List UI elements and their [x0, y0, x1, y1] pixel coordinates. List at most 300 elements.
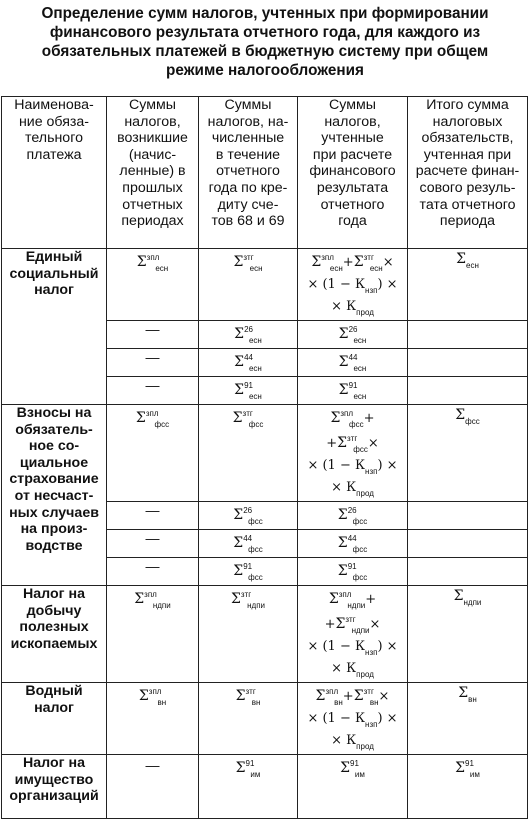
sigma-symbol: Σ [311, 254, 322, 270]
payment-name-line: Налог на [23, 755, 85, 771]
header-payment-name [2, 97, 107, 249]
formula-term [454, 589, 482, 610]
formula-line [300, 588, 405, 613]
formula-subscript: нзп [365, 720, 378, 729]
formula-cell-c2 [199, 502, 298, 530]
header-line: (начис- [128, 146, 177, 163]
header-line: прошлых [122, 179, 183, 196]
formula-cell-c3 [298, 586, 408, 683]
formula-superscript: зтг [345, 615, 356, 624]
formula-text: × (1 − К [307, 711, 366, 726]
formula-cell-c2 [199, 558, 298, 586]
sigma-symbol: Σ [233, 535, 244, 551]
formula-superscript: зпл [325, 687, 339, 696]
formula-line [300, 638, 405, 660]
header-line: при расчете [312, 146, 393, 163]
formula-term [233, 532, 262, 557]
sigma-symbol: Σ [337, 535, 348, 551]
sigma-symbol: Σ [138, 688, 149, 704]
formula-text: × (1 − К [307, 458, 366, 473]
formula-line [300, 298, 405, 320]
formula-subscript: фсс [248, 573, 263, 582]
formula-line [300, 276, 405, 298]
dash-mark: — [145, 377, 160, 393]
formula-cell-c2 [199, 683, 298, 755]
header-line: учтенные [321, 130, 384, 147]
formula-superscript: зпл [340, 409, 354, 418]
formula-term [356, 300, 374, 320]
formula-text: ) × [377, 639, 398, 654]
table-row [2, 755, 528, 819]
formula-superscript: 26 [244, 325, 253, 334]
header-line: отчетного [216, 163, 280, 180]
formula-term [356, 734, 374, 754]
formula-cell-c4 [408, 755, 528, 819]
formula-superscript: 91 [347, 562, 357, 571]
formula-subscript: вн [468, 695, 477, 704]
header-line: налогов, на- [207, 113, 289, 130]
formula-text: × К [331, 661, 357, 676]
header-line: результата [316, 179, 389, 196]
dash-cell [107, 377, 199, 405]
formula-subscript: ндпи [247, 601, 266, 610]
payment-name-line: добычу [26, 602, 82, 619]
formula-subscript: есн [248, 336, 262, 345]
formula-term [365, 712, 377, 732]
header-line: тов 68 и 69 [211, 213, 285, 230]
sigma-symbol: Σ [330, 410, 341, 426]
formula-cell-c4 [408, 586, 528, 683]
header-line: возникшие [117, 130, 188, 147]
header-line: расчете финан- [415, 163, 520, 180]
formula-cell-c1 [107, 249, 199, 321]
formula-line [300, 710, 405, 732]
formula-term [343, 256, 354, 270]
formula-term [365, 278, 377, 298]
formula-term [139, 685, 166, 710]
sigma-symbol: Σ [458, 685, 469, 701]
formula-term [377, 640, 397, 654]
formula-superscript: зпл [146, 253, 160, 262]
formula-term [339, 379, 367, 404]
formula-text: + [326, 436, 338, 451]
header-line: ленные) в [119, 163, 186, 180]
formula-line [300, 407, 405, 432]
formula-cell-c3 [298, 349, 408, 377]
formula-term [338, 504, 367, 529]
formula-superscript: 91 [348, 381, 358, 390]
dash-mark: — [145, 321, 160, 337]
sigma-symbol: Σ [455, 760, 466, 776]
formula-superscript: зпл [145, 409, 159, 418]
formula-term [231, 588, 265, 613]
sigma-symbol: Σ [135, 410, 146, 426]
empty-cell [408, 349, 528, 377]
formula-term [356, 662, 374, 682]
payment-name-line: ное со- [28, 438, 80, 455]
formula-cell-c4 [408, 683, 528, 755]
table-title [0, 0, 530, 96]
formula-subscript: фсс [349, 420, 364, 429]
header-line: налогов, [124, 113, 181, 130]
formula-term [307, 712, 365, 726]
formula-subscript: фсс [248, 420, 264, 429]
formula-line [300, 457, 405, 479]
formula-term [233, 251, 262, 276]
sigma-symbol: Σ [338, 326, 349, 342]
formula-superscript: зпл [144, 590, 157, 599]
payment-name-line: имущество [14, 771, 94, 788]
formula-subscript: нзп [365, 467, 378, 476]
sigma-symbol: Σ [328, 591, 339, 607]
dash-cell [107, 558, 199, 586]
formula-term [456, 252, 479, 273]
formula-term [331, 734, 356, 748]
formula-term [329, 588, 365, 613]
header-accrued-68-69 [199, 97, 298, 249]
formula-text: × (1 − К [307, 639, 366, 654]
formula-term [307, 278, 365, 292]
header-line: налоговых [432, 113, 503, 130]
sigma-symbol: Σ [353, 688, 364, 704]
dash-mark: — [145, 757, 160, 773]
header-line: ние обяза- [18, 113, 90, 130]
header-financial-result [298, 97, 408, 249]
formula-superscript: 91 [243, 562, 253, 571]
header-line: периодах [121, 213, 184, 230]
formula-cell-c2 [199, 530, 298, 558]
formula-term [233, 560, 262, 585]
header-line: периода [439, 213, 496, 230]
payment-name-line: страхование [9, 471, 99, 488]
formula-term [343, 690, 354, 704]
table-row [2, 683, 528, 755]
formula-cell-c2 [199, 755, 298, 819]
sigma-symbol: Σ [235, 688, 246, 704]
header-line: Наименова- [14, 97, 94, 113]
formula-subscript: им [469, 770, 480, 779]
formula-term [307, 459, 365, 473]
payment-name-line: обязатель- [15, 421, 93, 438]
formula-subscript: есн [248, 392, 262, 401]
sigma-symbol: Σ [234, 354, 245, 370]
formula-superscript: 91 [465, 759, 474, 768]
formula-line [300, 432, 405, 457]
header-line: численные [211, 130, 285, 147]
header-line: в течение [215, 146, 281, 163]
empty-cell [408, 502, 528, 530]
formula-cell-c1 [107, 405, 199, 502]
formula-cell-c3 [298, 405, 408, 502]
sigma-symbol: Σ [337, 507, 348, 523]
formula-superscript: зпл [148, 687, 162, 696]
payment-name-line: ископаемых [10, 635, 98, 652]
formula-text: × К [331, 480, 357, 495]
formula-term [134, 588, 170, 613]
formula-term [339, 323, 367, 348]
formula-subscript: вн [251, 698, 261, 707]
formula-term [335, 613, 369, 638]
formula-text: + [342, 255, 354, 270]
formula-cell-c3 [298, 530, 408, 558]
formula-subscript: фсс [353, 445, 368, 454]
formula-term [365, 640, 377, 660]
formula-cell-c2 [199, 377, 298, 405]
formula-cell-c4 [408, 249, 528, 321]
formula-term [316, 685, 343, 710]
header-line: сового резуль- [419, 179, 516, 196]
formula-subscript: есн [353, 364, 367, 373]
formula-term [331, 662, 356, 676]
formula-line [300, 479, 405, 501]
payment-name-line: водстве [25, 537, 83, 554]
formula-line [300, 757, 405, 782]
title-line: Определение сумм налогов, учтенных при формировании [41, 5, 489, 22]
payment-name-line: Налог на [23, 586, 85, 602]
formula-cell-c3 [298, 377, 408, 405]
sigma-symbol: Σ [232, 410, 243, 426]
formula-text: ) × [377, 458, 398, 473]
formula-text: × [367, 436, 379, 451]
formula-text: × К [331, 299, 357, 314]
sigma-symbol: Σ [453, 588, 464, 604]
formula-cell-c1 [107, 755, 199, 819]
formula-cell-c1 [107, 683, 199, 755]
formula-subscript: им [250, 770, 261, 779]
formula-term [455, 408, 480, 429]
payment-name-cell [2, 683, 107, 755]
formula-term [458, 686, 477, 707]
dash-mark: — [145, 502, 160, 518]
sigma-symbol: Σ [136, 254, 147, 270]
formula-subscript: ндпи [351, 626, 370, 635]
formula-term [234, 351, 262, 376]
formula-subscript: фсс [248, 517, 263, 526]
sigma-symbol: Σ [335, 616, 346, 632]
formula-subscript: есн [248, 364, 262, 373]
formula-superscript: 91 [244, 381, 253, 390]
formula-cell-c2 [199, 249, 298, 321]
title-line: режиме налогообложения [166, 62, 364, 79]
formula-term [325, 618, 336, 632]
formula-text: + [363, 411, 375, 426]
formula-subscript: есн [369, 264, 383, 273]
header-prior-periods [107, 97, 199, 249]
formula-text: × [382, 255, 394, 270]
formula-cell-c3 [298, 558, 408, 586]
formula-superscript: зтг [240, 590, 252, 599]
formula-line [300, 251, 405, 276]
formula-superscript: 44 [347, 534, 357, 543]
formula-term [326, 437, 337, 451]
formula-line [300, 732, 405, 754]
title-line: обязательных платежей в бюджетную систему при общем [41, 43, 489, 60]
sigma-symbol: Σ [234, 382, 245, 398]
formula-term [370, 618, 381, 632]
formula-term [236, 757, 261, 782]
formula-text: × [378, 689, 390, 704]
formula-term [377, 459, 397, 473]
header-line: Суммы [329, 97, 376, 113]
sigma-symbol: Σ [340, 760, 351, 776]
formula-cell-c3 [298, 755, 408, 819]
formula-superscript: зтг [363, 253, 374, 262]
sigma-symbol: Σ [337, 563, 348, 579]
formula-subscript: есн [155, 264, 169, 273]
formula-subscript: есн [353, 336, 367, 345]
sigma-symbol: Σ [233, 563, 244, 579]
payment-name-cell [2, 586, 107, 683]
payment-name-line: налог [34, 699, 74, 716]
dash-cell [107, 502, 199, 530]
formula-superscript: зтг [243, 253, 254, 262]
formula-subscript: вн [369, 698, 379, 707]
formula-term [368, 437, 379, 451]
formula-term [338, 560, 367, 585]
formula-subscript: ндпи [347, 601, 366, 610]
formula-superscript: 44 [348, 353, 358, 362]
formula-term [307, 640, 365, 654]
formula-term [338, 532, 367, 557]
formula-subscript: им [354, 770, 365, 779]
formula-subscript: есн [466, 261, 479, 270]
formula-term [339, 351, 367, 376]
formula-superscript: зпл [321, 253, 334, 262]
sigma-symbol: Σ [230, 591, 241, 607]
formula-text: + [324, 617, 336, 632]
formula-subscript: фсс [154, 420, 170, 429]
dash-cell [107, 349, 199, 377]
empty-cell [408, 321, 528, 349]
formula-cell-c2 [199, 349, 298, 377]
header-line: обязательств, [421, 130, 514, 147]
header-total-obligations [408, 97, 528, 249]
table-body [2, 249, 528, 819]
formula-subscript: нзп [365, 648, 378, 657]
formula-term [331, 481, 356, 495]
formula-cell-c2 [199, 586, 298, 683]
empty-cell [408, 530, 528, 558]
formula-subscript: прод [356, 742, 374, 751]
formula-superscript: зтг [245, 687, 256, 696]
formula-subscript: ндпи [463, 598, 482, 607]
formula-term [354, 685, 379, 710]
sigma-symbol: Σ [315, 688, 326, 704]
payment-name-cell [2, 249, 107, 405]
formula-cell-c3 [298, 683, 408, 755]
sigma-symbol: Σ [456, 251, 467, 267]
formula-term [356, 481, 374, 501]
tax-table [1, 96, 528, 819]
formula-superscript: 26 [243, 506, 253, 515]
header-line: диту сче- [217, 196, 279, 213]
table-row [2, 405, 528, 502]
formula-subscript: ндпи [152, 601, 171, 610]
header-line: тельного [25, 130, 83, 147]
formula-text: × (1 − К [307, 277, 366, 292]
formula-superscript: 26 [347, 506, 357, 515]
formula-subscript: прод [356, 489, 374, 498]
formula-subscript: фсс [248, 545, 263, 554]
formula-term [234, 379, 262, 404]
formula-line [300, 613, 405, 638]
formula-superscript: 44 [243, 534, 253, 543]
formula-term [233, 504, 262, 529]
formula-term [379, 690, 390, 704]
header-line: Итого сумма [426, 97, 509, 113]
payment-name-line: на произ- [20, 521, 88, 538]
formula-term [354, 251, 383, 276]
formula-superscript: 26 [348, 325, 358, 334]
formula-subscript: фсс [465, 417, 480, 426]
formula-superscript: зпл [338, 590, 352, 599]
formula-text: ) × [377, 277, 398, 292]
sigma-symbol: Σ [338, 382, 349, 398]
formula-text: ) × [377, 711, 398, 726]
formula-term [311, 251, 342, 276]
header-line: года по кре- [208, 179, 288, 196]
header-line: года [338, 213, 367, 230]
formula-term [136, 407, 169, 432]
header-line: учтенная при [423, 146, 512, 163]
formula-superscript: зтг [363, 687, 374, 696]
header-line: финансового [309, 163, 396, 180]
dash-cell [107, 530, 199, 558]
formula-term [365, 459, 377, 479]
payment-name-line: организаций [9, 788, 99, 805]
formula-term [340, 757, 365, 782]
header-row [2, 97, 528, 249]
formula-subscript: есн [353, 392, 367, 401]
formula-text: × К [331, 733, 357, 748]
formula-term [364, 412, 375, 426]
formula-cell-c3 [298, 502, 408, 530]
sigma-symbol: Σ [134, 591, 145, 607]
formula-term [455, 757, 480, 782]
formula-term [236, 685, 261, 710]
payment-name-line: Единый [25, 249, 83, 265]
formula-subscript: вн [334, 698, 343, 707]
formula-subscript: прод [356, 670, 374, 679]
header-line: отчетного [320, 196, 385, 213]
sigma-symbol: Σ [353, 254, 364, 270]
formula-cell-c1 [107, 586, 199, 683]
sigma-symbol: Σ [235, 760, 246, 776]
formula-superscript: 91 [245, 759, 255, 768]
dash-mark: — [145, 349, 160, 365]
formula-subscript: нзп [365, 286, 378, 295]
sigma-symbol: Σ [337, 435, 348, 451]
payment-name-line: налог [34, 282, 74, 299]
formula-text: + [365, 592, 377, 607]
formula-term [377, 712, 397, 726]
formula-term [233, 407, 264, 432]
formula-text: × [369, 617, 381, 632]
formula-subscript: фсс [352, 545, 368, 554]
payment-name-line: полезных [19, 619, 89, 636]
payment-name-line: Взносы на [16, 405, 92, 421]
dash-cell [107, 321, 199, 349]
formula-subscript: прод [356, 308, 374, 317]
formula-cell-c2 [199, 405, 298, 502]
header-line: Суммы [224, 97, 272, 113]
header-line: отчетных [122, 196, 183, 213]
formula-subscript: есн [329, 264, 343, 273]
formula-subscript: есн [249, 264, 263, 273]
table-row [2, 249, 528, 321]
formula-line [300, 685, 405, 710]
header-line: налогов, [324, 113, 381, 130]
